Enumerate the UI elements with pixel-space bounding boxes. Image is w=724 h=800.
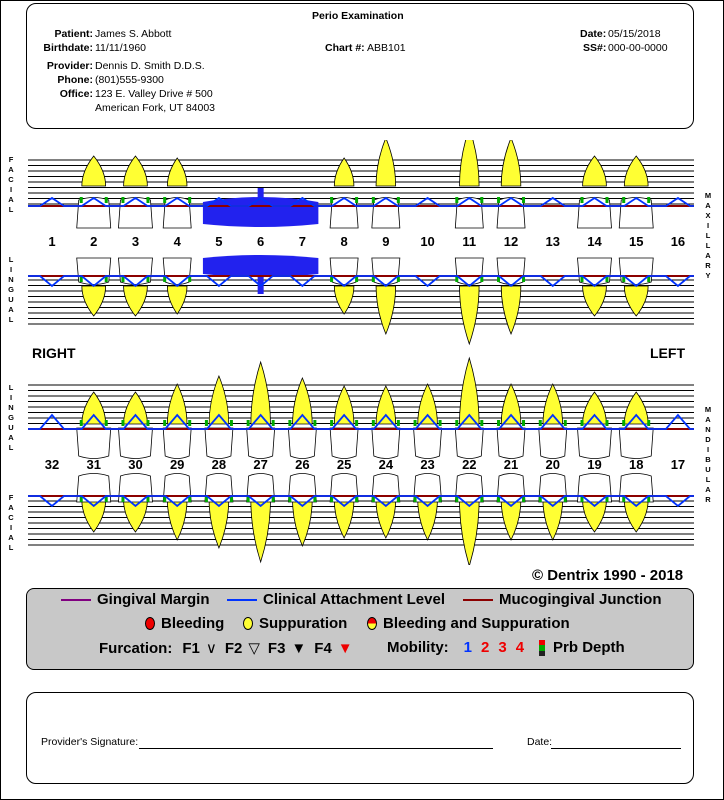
upper-facial-root-tooth-4 — [167, 158, 187, 186]
upper-tooth-number-10: 10 — [420, 234, 435, 249]
upper-probe-bar — [80, 197, 83, 203]
svg-text:A: A — [705, 415, 711, 424]
lower-probe-bar — [288, 420, 291, 426]
upper-facial-bridge — [258, 188, 264, 204]
upper-facial-crown-tooth-11 — [455, 198, 483, 229]
upper-probe-bar — [580, 197, 583, 203]
svg-text:A: A — [705, 251, 711, 260]
upper-tooth-number-15: 15 — [628, 234, 644, 249]
upper-probe-bar — [480, 197, 483, 203]
furcation-f4: F4 — [314, 639, 332, 657]
upper-lingual-root-tooth-2 — [82, 286, 106, 316]
svg-text:N: N — [8, 403, 14, 412]
lower-facial-root-tooth-31 — [82, 500, 106, 532]
upper-tooth-number-16: 16 — [670, 234, 686, 249]
label-maxillary — [705, 191, 711, 280]
upper-facial-root-tooth-9 — [376, 140, 396, 186]
probe-depth-icon — [537, 640, 547, 656]
svg-text:I: I — [9, 523, 13, 532]
lower-probe-bar — [439, 420, 442, 426]
svg-text:Y: Y — [705, 271, 711, 280]
lower-tooth-number-23: 23 — [420, 457, 435, 472]
svg-text:X: X — [705, 211, 711, 220]
furcation-label: Furcation: — [99, 639, 173, 657]
upper-lingual-crown-tooth-12 — [497, 258, 525, 285]
svg-text:U: U — [8, 295, 14, 304]
signature-date-field[interactable] — [551, 738, 681, 749]
svg-text:L: L — [705, 231, 711, 240]
lower-probe-bar — [539, 420, 542, 426]
lower-lingual-root-tooth-25 — [334, 386, 354, 424]
upper-tooth-number-6: 6 — [257, 234, 265, 249]
upper-tooth-number-14: 14 — [587, 234, 602, 249]
lower-facial-root-tooth-18 — [624, 500, 648, 532]
f1-icon: ∨ — [205, 640, 217, 657]
svg-text:M: M — [704, 191, 712, 200]
svg-text:D: D — [705, 435, 711, 444]
label-upper-lingual — [8, 255, 14, 324]
legend-bleed-supp: Bleeding and Suppuration — [383, 615, 570, 632]
upper-facial-root-tooth-11 — [460, 140, 480, 186]
furcation-f3: F3 — [267, 639, 286, 657]
lower-probe-bar — [313, 420, 316, 426]
lower-facial-root-tooth-27 — [251, 500, 271, 562]
svg-text:B: B — [705, 455, 711, 464]
lower-probe-bar — [163, 420, 166, 426]
svg-text:I: I — [706, 221, 710, 230]
birthdate-value: 11/11/1960 — [95, 42, 146, 54]
svg-text:R: R — [705, 495, 711, 504]
svg-text:A: A — [705, 485, 711, 494]
lower-lingual-crown-tooth-27 — [247, 428, 275, 459]
chart-number-value: ABB101 — [367, 42, 406, 54]
lower-probe-bar — [272, 420, 275, 426]
lower-lingual-crown-tooth-24 — [372, 428, 400, 459]
lower-probe-bar — [121, 420, 124, 426]
lower-lingual-root-tooth-31 — [82, 392, 106, 424]
label-upper-facial — [8, 155, 14, 214]
legend — [26, 588, 694, 670]
svg-text:G: G — [8, 413, 14, 422]
lower-tooth-number-19: 19 — [587, 457, 602, 472]
signature-date-label: Date: — [527, 736, 553, 748]
lower-lingual-crown-tooth-25 — [330, 428, 358, 459]
svg-text:L: L — [8, 205, 14, 214]
mobility-3: 3 — [498, 639, 507, 656]
date-label: Date: — [580, 28, 607, 40]
provider-value: Dennis D. Smith D.D.S. — [95, 60, 205, 72]
upper-lingual-root-tooth-9 — [376, 286, 396, 334]
upper-probe-bar — [355, 197, 358, 203]
lower-lingual-crown-tooth-30 — [118, 428, 152, 459]
lower-lingual-crown-tooth-21 — [497, 428, 525, 459]
upper-tooth-number-2: 2 — [90, 234, 98, 249]
lower-lingual-crown-tooth-19 — [577, 428, 611, 459]
mobility-4: 4 — [515, 639, 525, 656]
lower-probe-bar — [497, 420, 500, 426]
office-line2: American Fork, UT 84003 — [95, 102, 216, 114]
lower-lingual-root-tooth-24 — [376, 386, 396, 424]
upper-probe-bar — [372, 197, 375, 203]
suppuration-icon — [243, 617, 253, 630]
lower-probe-bar — [622, 420, 625, 426]
ss-value: 000-00-0000 — [608, 42, 668, 54]
birthdate-label: Birthdate: — [43, 42, 93, 54]
lower-tooth-number-26: 26 — [295, 457, 310, 472]
lower-probe-bar — [146, 420, 149, 426]
provider-signature-field[interactable] — [139, 738, 493, 749]
mobility-1: 1 — [463, 639, 472, 656]
lower-lingual-crown-tooth-31 — [77, 428, 111, 459]
gingival-margin-swatch — [61, 595, 91, 605]
upper-lingual-root-tooth-3 — [124, 286, 148, 316]
legend-attachment: Clinical Attachment Level — [263, 591, 445, 608]
upper-lingual-bridge — [203, 255, 318, 277]
provider-label: Provider: — [46, 60, 93, 72]
upper-probe-bar — [163, 197, 166, 203]
upper-tooth-number-9: 9 — [382, 234, 390, 249]
lower-probe-bar — [564, 420, 567, 426]
ss-label: SS#: — [583, 42, 607, 54]
svg-text:A: A — [8, 165, 14, 174]
lower-lingual-root-tooth-28 — [209, 376, 229, 424]
svg-text:I: I — [706, 445, 710, 454]
upper-probe-bar — [605, 197, 608, 203]
upper-probe-bar — [397, 197, 400, 203]
upper-facial-crown-tooth-8 — [330, 198, 358, 229]
upper-lingual-root-tooth-12 — [501, 286, 521, 334]
lower-probe-bar — [522, 420, 525, 426]
label-lower-lingual — [8, 383, 14, 452]
svg-text:A: A — [8, 533, 14, 542]
lower-probe-bar — [188, 420, 191, 426]
upper-probe-bar — [497, 197, 500, 203]
lower-tooth-number-25: 25 — [336, 457, 352, 472]
upper-probe-bar — [330, 197, 333, 203]
upper-probe-bar — [146, 197, 149, 203]
lower-tooth-number-20: 20 — [545, 457, 560, 472]
svg-text:C: C — [8, 513, 14, 522]
lower-probe-bar — [480, 420, 483, 426]
svg-text:L: L — [8, 255, 14, 264]
upper-lingual-root-tooth-8 — [334, 286, 354, 314]
lower-tooth-number-17: 17 — [670, 457, 686, 472]
lower-tooth-number-22: 22 — [462, 457, 477, 472]
lower-facial-root-tooth-28 — [209, 500, 229, 548]
patient-label: Patient: — [54, 28, 93, 40]
lower-probe-bar — [414, 420, 417, 426]
upper-lingual-root-tooth-14 — [583, 286, 607, 316]
lower-probe-bar — [372, 420, 375, 426]
lower-tooth-number-31: 31 — [86, 457, 101, 472]
left-side-label: LEFT — [650, 345, 685, 361]
lower-tooth-number-27: 27 — [253, 457, 268, 472]
svg-text:R: R — [705, 261, 711, 270]
lower-tooth-number-28: 28 — [211, 457, 227, 472]
lower-lingual-crown-tooth-23 — [414, 428, 442, 459]
svg-text:L: L — [8, 543, 14, 552]
upper-tooth-number-11: 11 — [462, 234, 477, 249]
lower-lingual-crown-tooth-29 — [163, 428, 191, 459]
bleeding-icon — [145, 617, 155, 630]
lower-tooth-number-21: 21 — [503, 457, 519, 472]
lower-facial-root-tooth-30 — [124, 500, 148, 532]
office-line1: 123 E. Valley Drive # 500 — [95, 88, 213, 100]
lower-tooth-number-32: 32 — [44, 457, 60, 472]
svg-text:U: U — [8, 423, 14, 432]
lower-facial-root-tooth-19 — [583, 500, 607, 532]
svg-text:L: L — [705, 475, 711, 484]
lower-probe-bar — [605, 420, 608, 426]
page-title: Perio Examination — [312, 10, 404, 22]
svg-text:I: I — [9, 265, 13, 274]
lower-facial-root-tooth-22 — [460, 500, 480, 565]
upper-facial-crown-tooth-4 — [163, 198, 191, 229]
lower-probe-bar — [580, 420, 583, 426]
legend-prb-depth: Prb Depth — [553, 639, 625, 656]
legend-gingival-margin: Gingival Margin — [97, 591, 210, 608]
lower-probe-bar — [455, 420, 458, 426]
furcation-f2: F2 — [224, 639, 243, 657]
lower-tooth-number-24: 24 — [378, 457, 394, 472]
patient-header — [26, 3, 694, 129]
copyright: © Dentrix 1990 - 2018 — [532, 567, 684, 584]
lower-probe-bar — [80, 420, 83, 426]
lower-probe-bar — [355, 420, 358, 426]
upper-lingual-crown-tooth-4 — [163, 258, 191, 285]
svg-text:A: A — [8, 503, 14, 512]
svg-text:I: I — [9, 185, 13, 194]
svg-text:A: A — [705, 201, 711, 210]
lower-lingual-crown-tooth-26 — [288, 428, 316, 459]
mobility-2: 2 — [481, 639, 490, 656]
date-value: 05/15/2018 — [608, 28, 661, 40]
lower-lingual-crown-tooth-18 — [619, 428, 653, 459]
lower-tooth-number-29: 29 — [169, 457, 185, 472]
lower-tooth-number-18: 18 — [628, 457, 644, 472]
mobility-label: Mobility: — [387, 639, 449, 656]
svg-text:F: F — [8, 155, 14, 164]
right-side-label: RIGHT — [32, 345, 76, 361]
lower-probe-bar — [230, 420, 233, 426]
legend-mucogingival: Mucogingival Junction — [499, 591, 662, 608]
upper-probe-bar — [622, 197, 625, 203]
lower-lingual-crown-tooth-20 — [539, 428, 567, 459]
upper-tooth-number-12: 12 — [503, 234, 519, 249]
svg-text:U: U — [705, 465, 711, 474]
upper-probe-bar — [455, 197, 458, 203]
lower-lingual-root-tooth-18 — [624, 392, 648, 424]
patient-value: James S. Abbott — [95, 28, 172, 40]
upper-facial-root-tooth-12 — [501, 140, 521, 186]
upper-tooth-number-1: 1 — [48, 234, 56, 249]
phone-value: (801)555-9300 — [95, 74, 164, 86]
lower-lingual-crown-tooth-22 — [455, 428, 483, 459]
svg-text:L: L — [8, 443, 14, 452]
svg-text:A: A — [8, 433, 14, 442]
upper-facial-crown-tooth-12 — [497, 198, 525, 229]
svg-text:A: A — [8, 305, 14, 314]
lower-probe-bar — [205, 420, 208, 426]
label-lower-facial — [8, 493, 14, 552]
upper-lingual-root-tooth-11 — [460, 286, 480, 344]
upper-probe-bar — [647, 197, 650, 203]
svg-text:L: L — [8, 383, 14, 392]
upper-tooth-number-8: 8 — [340, 234, 348, 249]
f2-icon: ▽ — [248, 640, 260, 657]
upper-lingual-crown-tooth-11 — [455, 258, 483, 285]
lower-lingual-root-tooth-19 — [583, 392, 607, 424]
lower-lingual-root-tooth-30 — [124, 392, 148, 424]
upper-tooth-number-7: 7 — [298, 234, 306, 249]
upper-tooth-number-13: 13 — [545, 234, 560, 249]
upper-probe-bar — [522, 197, 525, 203]
upper-lingual-root-tooth-4 — [167, 286, 187, 314]
signature-box — [26, 692, 694, 784]
lower-probe-bar — [397, 420, 400, 426]
svg-text:L: L — [8, 315, 14, 324]
lower-probe-bar — [105, 420, 108, 426]
lower-tooth-number-30: 30 — [128, 457, 143, 472]
mucogingival-swatch — [463, 595, 493, 605]
furcation-f1: F1 — [182, 639, 200, 657]
legend-suppuration: Suppuration — [259, 615, 348, 632]
upper-facial-crown-tooth-9 — [372, 198, 400, 229]
svg-text:M: M — [704, 405, 712, 414]
legend-bleeding: Bleeding — [161, 615, 225, 632]
upper-tooth-number-5: 5 — [215, 234, 223, 249]
upper-tooth-number-3: 3 — [131, 234, 140, 249]
svg-text:C: C — [8, 175, 14, 184]
lower-probe-bar — [647, 420, 650, 426]
upper-lingual-crown-tooth-9 — [372, 258, 400, 285]
label-mandibular — [705, 405, 711, 504]
chart-number-label: Chart #: — [325, 42, 365, 54]
svg-text:N: N — [8, 275, 14, 284]
perio-chart — [0, 140, 724, 565]
bleed-supp-icon — [367, 617, 377, 630]
svg-text:F: F — [8, 493, 14, 502]
svg-text:L: L — [705, 241, 711, 250]
upper-lingual-crown-tooth-8 — [330, 258, 358, 285]
upper-facial-root-tooth-8 — [334, 158, 354, 186]
upper-probe-bar — [188, 197, 191, 203]
svg-text:A: A — [8, 195, 14, 204]
upper-lingual-root-tooth-15 — [624, 286, 648, 316]
provider-signature-label: Provider's Signature: — [41, 736, 139, 748]
f4-icon: ▼ — [337, 639, 353, 657]
lower-probe-bar — [330, 420, 333, 426]
lower-lingual-crown-tooth-28 — [205, 428, 233, 459]
upper-tooth-number-4: 4 — [173, 234, 181, 249]
phone-label: Phone: — [57, 74, 93, 86]
attachment-swatch — [227, 595, 257, 605]
upper-probe-bar — [105, 197, 108, 203]
office-label: Office: — [59, 88, 93, 100]
svg-text:I: I — [9, 393, 13, 402]
lower-probe-bar — [247, 420, 250, 426]
upper-probe-bar — [121, 197, 124, 203]
svg-text:N: N — [705, 425, 711, 434]
svg-text:G: G — [8, 285, 14, 294]
f3-icon: ▼ — [291, 639, 307, 657]
